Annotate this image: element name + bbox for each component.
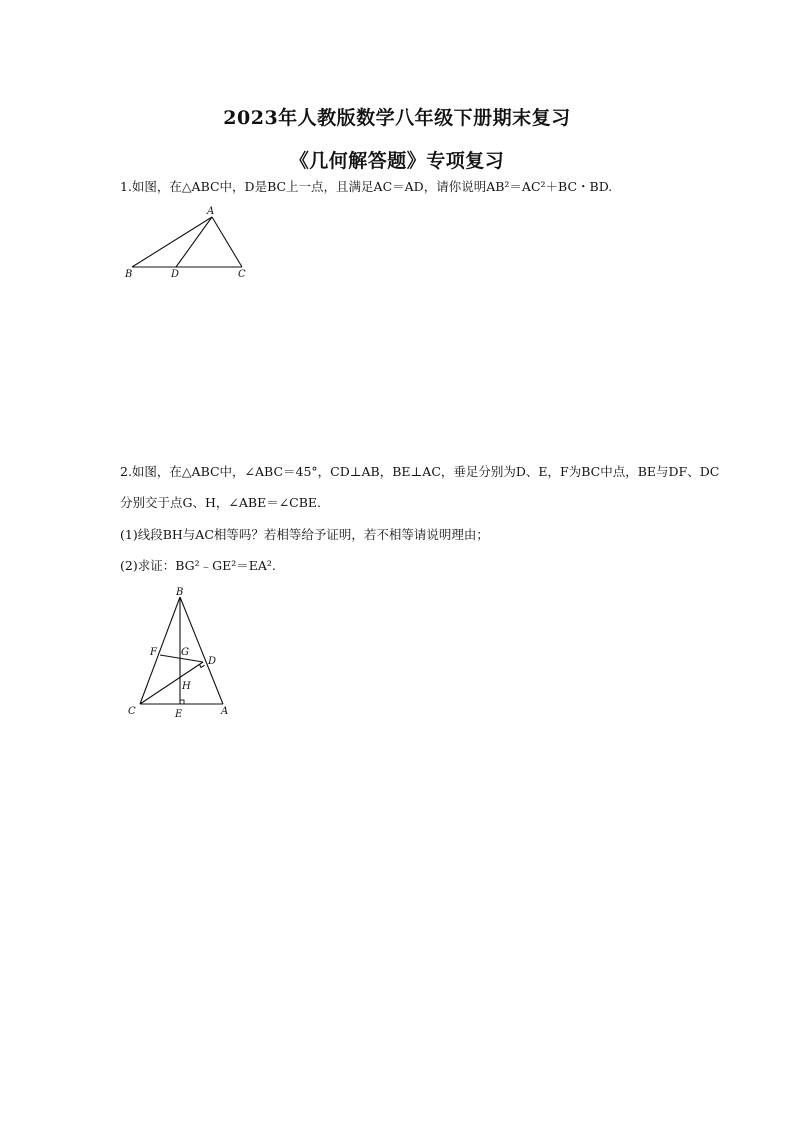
segment-bc [140, 597, 180, 704]
label-h: H [182, 681, 191, 692]
label-b: B [125, 269, 133, 280]
segment-ad [176, 217, 212, 267]
right-angle-mark-d [200, 664, 205, 667]
document-subtitle: 《几何解答题》专项复习 [289, 150, 505, 172]
label-a: A [221, 706, 229, 717]
problem-2-statement-line-1: 2.如图，在△ABC中，∠ABC＝45°，CD⊥AB，BE⊥AC，垂足分别为D、E，F为BC中点，BE与DF、DC [120, 464, 720, 479]
label-b: B [176, 587, 184, 598]
label-f: F [150, 647, 157, 658]
problem-2-question-2: (2)求证：BG²﹣GE²＝EA². [120, 558, 276, 573]
right-angle-mark-e [180, 700, 184, 704]
label-g: G [181, 647, 189, 658]
segment-ac [212, 217, 242, 267]
segment-cd [140, 662, 203, 704]
label-a: A [207, 206, 215, 217]
document-title: 2023年人教版数学八年级下册期末复习 [223, 107, 571, 129]
label-d: D [171, 269, 180, 280]
problem-1-statement: 1.如图，在△ABC中，D是BC上一点，且满足AC＝AD，请你说明AB²＝AC²＋BC・BD. [120, 179, 613, 194]
segment-ab [132, 217, 212, 267]
label-c: C [238, 269, 246, 280]
label-d: D [208, 656, 217, 667]
label-c: C [128, 706, 136, 717]
problem-2-figure [120, 583, 240, 723]
label-e: E [175, 709, 183, 720]
problem-2-statement-line-2: 分别交于点G、H，∠ABE＝∠CBE. [120, 495, 322, 510]
problem-1-figure [118, 203, 258, 283]
problem-2-question-1: (1)线段BH与AC相等吗？若相等给予证明，若不相等请说明理由； [120, 527, 489, 542]
